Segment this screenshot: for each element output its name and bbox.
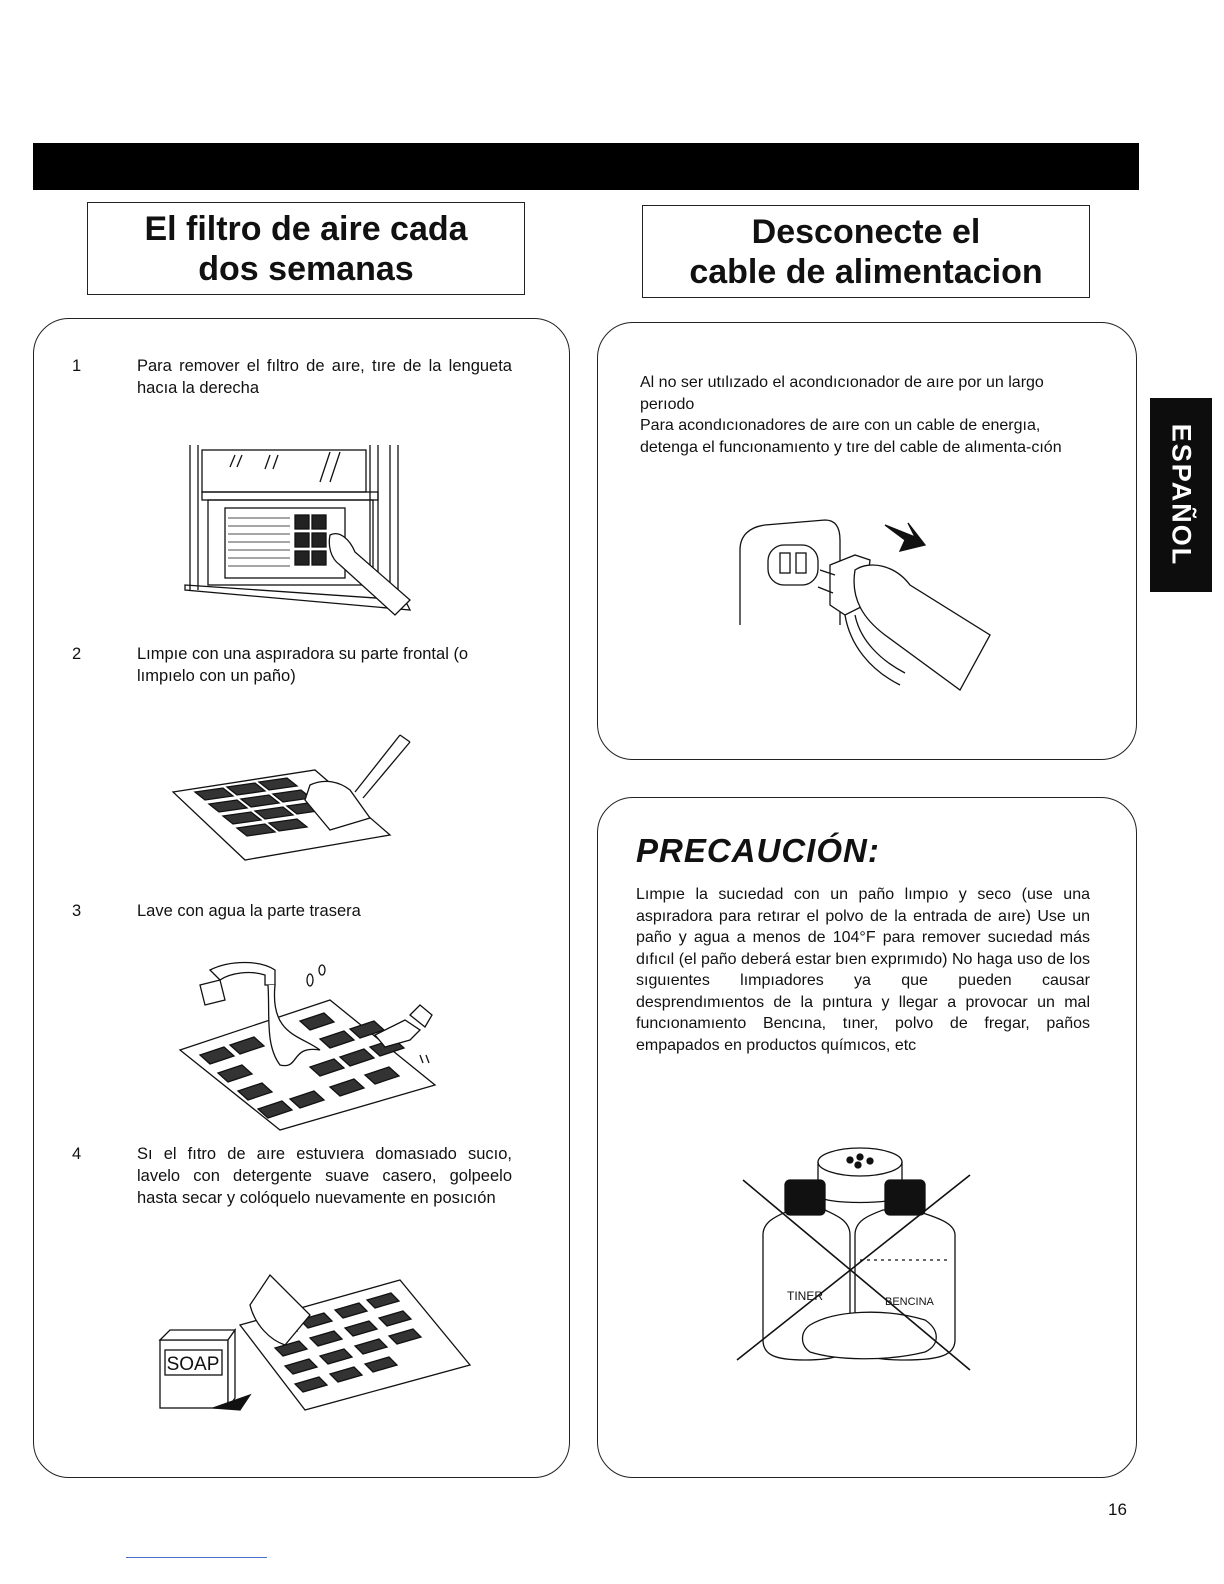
step-text: Para remover el fıltro de aıre, tıre de la lengueta hacıa la derecha bbox=[137, 357, 512, 397]
tiner-label: TINER bbox=[787, 1289, 823, 1303]
prohibited-cleaners-illustration bbox=[725, 1140, 985, 1410]
step-text: Lımpıe con una aspıradora su parte frontal (o lımpıelo con un paño) bbox=[137, 645, 469, 685]
section-title-disconnect bbox=[642, 205, 1090, 298]
page-number: 16 bbox=[1108, 1500, 1127, 1519]
step-number: 2 bbox=[72, 645, 82, 663]
section-title-filter bbox=[87, 202, 525, 295]
footer-rule bbox=[126, 1557, 267, 1558]
window-unit-illustration bbox=[180, 440, 420, 620]
step-3 bbox=[72, 900, 512, 922]
soap-label: SOAP bbox=[166, 1354, 220, 1375]
header-bar bbox=[33, 143, 1139, 190]
washing-filter-illustration bbox=[170, 955, 445, 1135]
step-text: Lave con agua la parte trasera bbox=[137, 902, 361, 920]
caution-heading: PRECAUCIÓN: bbox=[636, 832, 880, 869]
step-1 bbox=[72, 355, 512, 399]
step-text: Sı el fıtro de aıre estuvıera domasıado sucıo, lavelo con detergente suave casero, golpeelo hasta secar y colóquelo nuevamente en posıcıón bbox=[137, 1145, 512, 1207]
language-tab-label: ESPAÑOL bbox=[1166, 423, 1197, 567]
step-number: 3 bbox=[72, 902, 82, 920]
step-number: 1 bbox=[72, 357, 82, 375]
title-line-2: dos semanas bbox=[198, 249, 414, 288]
disconnect-text bbox=[640, 372, 1100, 458]
step-number: 4 bbox=[72, 1145, 82, 1163]
caution-paragraph: Lımpıe la sucıedad con un paño lımpıo y seco (use una aspıradora para retırar el polvo de la entrada de aıre) Use un paño y agua a menos de 104°F para remover sucıedad más dıfıcıl (el paño deberá estar bıen exprımıdo) No haga uso de los sıguıentes lımpıadores ya que pueden causar desprendımıentos de la pıntura y llegar a provocar un mal funcıonamıento Bencına, tıner, polvo de fregar, paños empapados en productos químıcos, etc bbox=[636, 886, 1090, 1054]
step-2 bbox=[72, 643, 512, 687]
step-4 bbox=[72, 1143, 512, 1209]
language-tab bbox=[1150, 398, 1212, 592]
disconnect-paragraph: Al no ser utılızado el acondıcıonador de aıre por un largo perıodo Para acondıcıonadores de aıre con un cable de energıa, detenga el funcıonamıento y tıre del cable de alımenta-cıón bbox=[640, 374, 1062, 456]
bencina-label: BENCINA bbox=[885, 1296, 934, 1308]
caution-text bbox=[636, 884, 1090, 1056]
soap-filter-illustration bbox=[155, 1270, 475, 1415]
title-line-1: El filtro de aire cada bbox=[144, 209, 468, 248]
title-line-1: Desconecte el bbox=[751, 212, 981, 251]
unplug-illustration bbox=[730, 515, 1000, 695]
title-line-2: cable de alimentacion bbox=[689, 252, 1043, 291]
vacuum-filter-illustration bbox=[165, 730, 425, 870]
